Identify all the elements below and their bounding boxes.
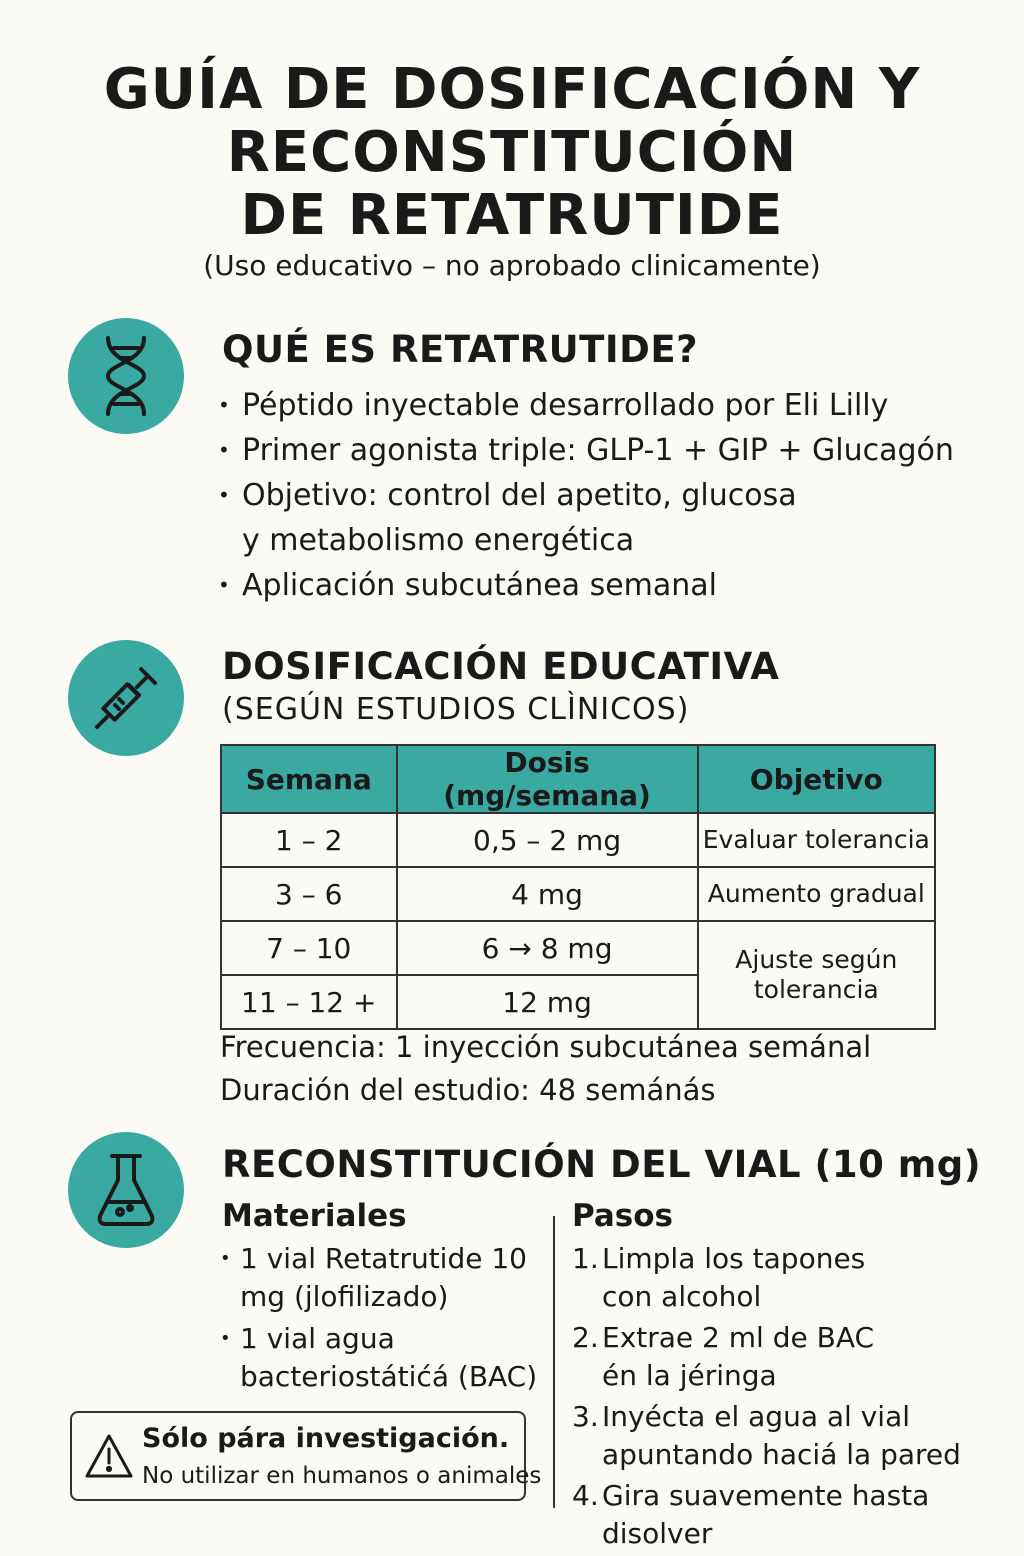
list-item <box>572 1319 1024 1395</box>
flask-icon <box>68 1132 184 1248</box>
col-header-objetivo: Objetivo <box>698 745 935 813</box>
page-subtitle: (Uso educativo – no aprobado clinicamente) <box>203 249 821 282</box>
duration-text: Duración del estudio: 48 semánás <box>220 1073 716 1107</box>
materiales-title: Materiales <box>222 1198 407 1234</box>
section2-heading: DOSIFICACIÓN EDUCATIVA <box>222 645 780 688</box>
syringe-icon <box>68 640 184 756</box>
cell-dosis: 12 mg <box>397 975 698 1029</box>
title-line-2: RECONSTITUCIÓN <box>226 120 798 185</box>
list-item: • Péptido inyectable desarrollado por Eli Lilly <box>218 383 954 428</box>
list-item <box>572 1240 1024 1316</box>
pasos-title: Pasos <box>572 1198 674 1234</box>
title-line-3: DE RETATRUTIDE <box>240 183 784 248</box>
bullet-line-cont: y metabolismo energética <box>242 523 635 558</box>
list-item: • 1 vial Retatrutide 10 mg (jlofilizado) <box>220 1240 540 1316</box>
list-item: • Aplicación subcutánea semanal <box>218 563 954 608</box>
col-header-dosis: Dosis (mg/semana) <box>397 745 698 813</box>
step-number: 3. <box>572 1400 599 1433</box>
bullet-line: Objetivo: control del apetito, glucosa <box>242 478 797 513</box>
pasos-list <box>572 1240 1024 1556</box>
table-header-row <box>221 745 935 813</box>
section1-heading: QUÉ ES RETATRUTIDE? <box>222 328 699 371</box>
step-text: Extrae 2 ml de BAC én la jéringa <box>602 1321 875 1392</box>
cell-semana: 7 – 10 <box>221 921 397 975</box>
dose-table <box>220 744 936 1030</box>
table-row <box>221 867 935 921</box>
dna-icon <box>68 318 184 434</box>
page-title <box>0 58 1024 247</box>
column-divider <box>553 1216 555 1508</box>
warning-box <box>70 1411 542 1501</box>
table-row <box>221 813 935 867</box>
frequency-text: Frecuencia: 1 inyección subcutánea semánal <box>220 1030 872 1064</box>
title-line-1: GUÍA DE DOSIFICACIÓN Y <box>103 57 921 122</box>
cell-semana: 1 – 2 <box>221 813 397 867</box>
cell-dosis: 4 mg <box>397 867 698 921</box>
section1-bullets <box>218 383 954 608</box>
list-item: • Primer agonista triple: GLP-1 + GIP + Glucagón <box>218 428 954 473</box>
step-text: Limpla los tapones con alcohol <box>602 1242 866 1313</box>
list-item <box>218 473 954 563</box>
step-number: 4. <box>572 1479 599 1512</box>
warning-title: Sólo pára investigación. <box>142 1423 510 1454</box>
table-row <box>221 921 935 975</box>
cell-dosis: 0,5 – 2 mg <box>397 813 698 867</box>
section3-heading: RECONSTITUCIÓN DEL VIAL (10 mg) <box>222 1143 982 1186</box>
warning-subtitle: No utilizar en humanos o animales <box>142 1463 542 1489</box>
col-header-semana: Semana <box>221 745 397 813</box>
cell-objetivo: Aumento gradual <box>698 867 935 921</box>
step-number: 2. <box>572 1321 599 1354</box>
step-text: Gira suavemente hasta disolver <box>602 1479 930 1550</box>
section2-subheading: (SEGÚN ESTUDIOS CLÌNICOS) <box>222 692 690 727</box>
list-item <box>572 1477 1024 1553</box>
cell-semana: 3 – 6 <box>221 867 397 921</box>
cell-objetivo: Evaluar tolerancia <box>698 813 935 867</box>
list-item <box>572 1398 1024 1474</box>
cell-semana: 11 – 12 + <box>221 975 397 1029</box>
list-item: • 1 vial agua bacteriostátićá (BAC) <box>220 1320 540 1396</box>
materiales-list <box>220 1240 540 1400</box>
warning-icon <box>84 1433 134 1479</box>
cell-dosis: 6 → 8 mg <box>397 921 698 975</box>
step-number: 1. <box>572 1242 599 1275</box>
step-text: Inyécta el agua al vial apuntando haciá la pared <box>602 1400 961 1471</box>
cell-objetivo: Ajuste según tolerancia <box>698 921 935 1029</box>
